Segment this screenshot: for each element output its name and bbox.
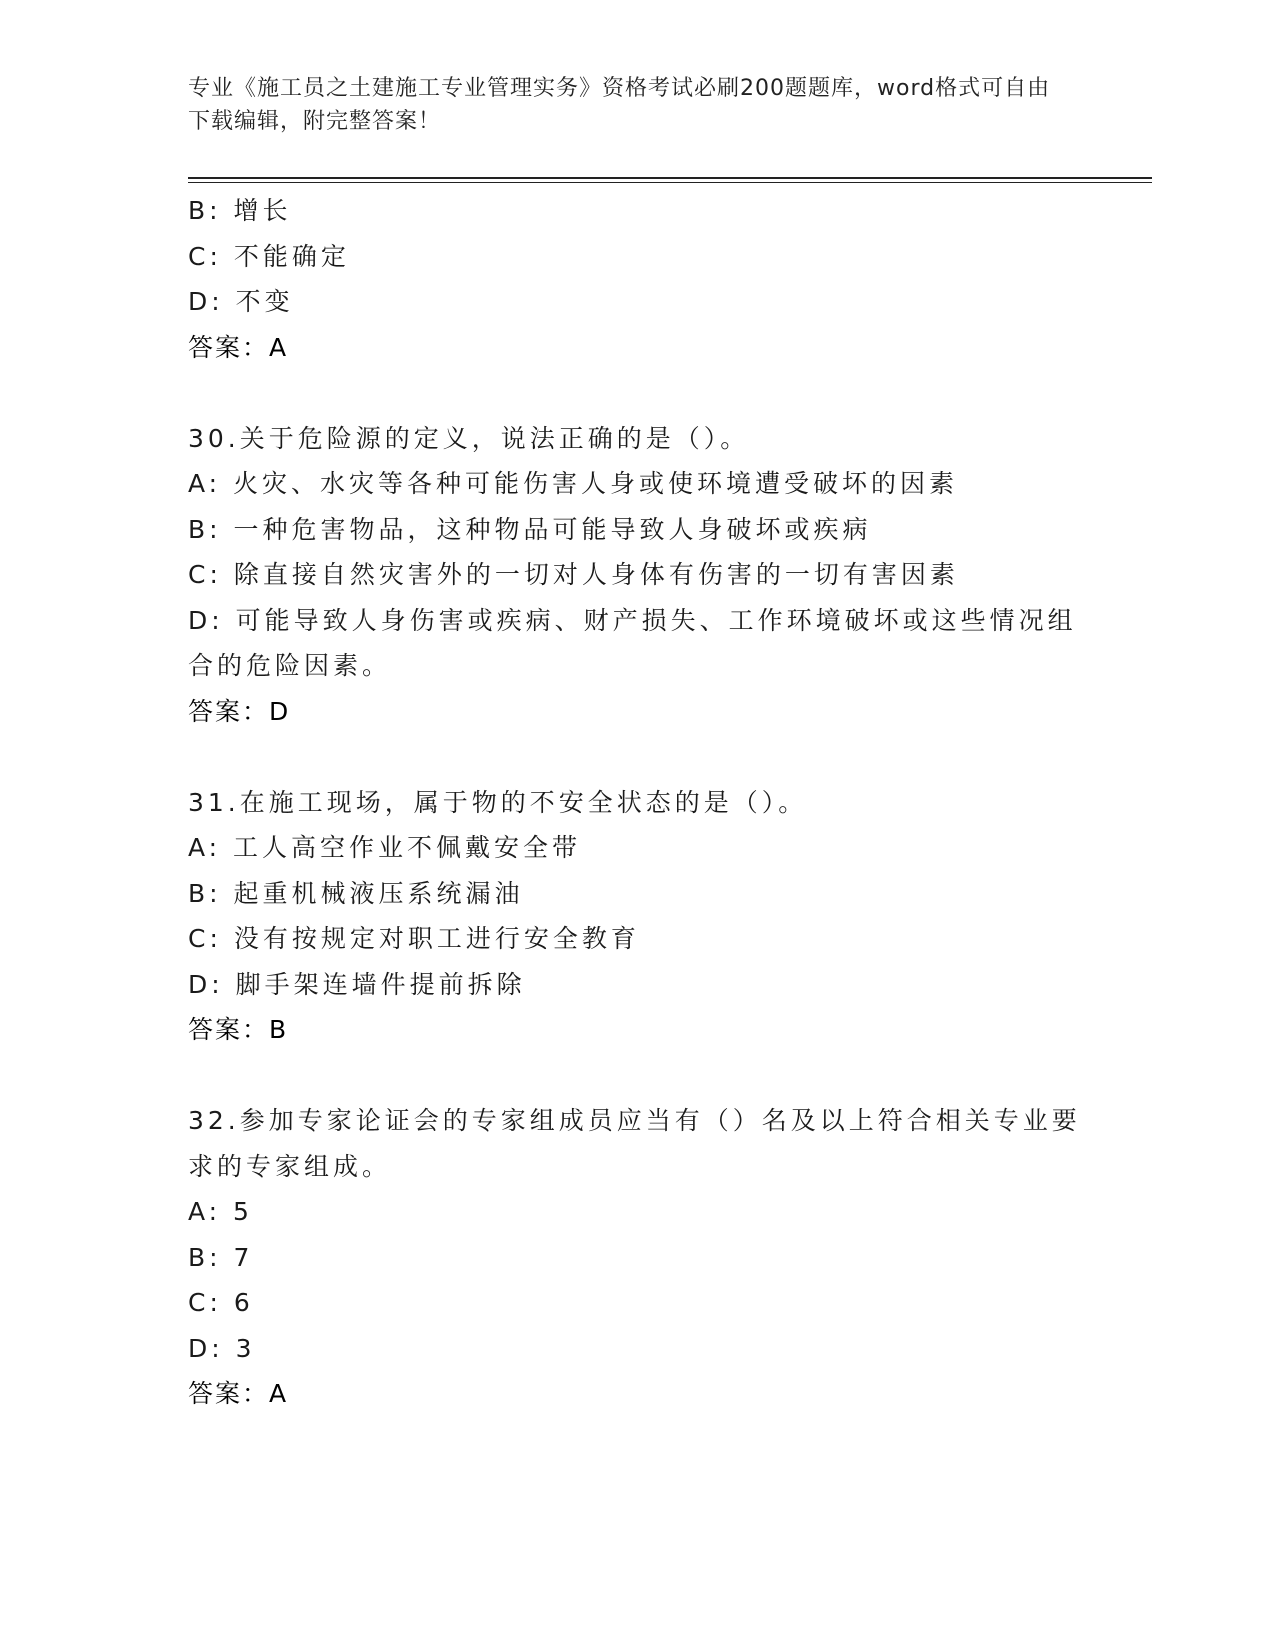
header-divider-thin — [188, 182, 1152, 183]
option-a: A: 工人高空作业不佩戴安全带 — [188, 833, 582, 862]
question-text: 30.关于危险源的定义，说法正确的是（）。 — [188, 423, 750, 453]
answer-line: 答案：B — [188, 1015, 289, 1044]
answer-line: 答案：A — [188, 1379, 289, 1408]
option-b: B: 一种危害物品，这种物品可能导致人身破坏或疾病 — [188, 514, 872, 544]
header-divider-thick — [188, 177, 1152, 179]
question-block-29-tail — [188, 188, 1088, 370]
option-c: C: 不能确定 — [188, 241, 350, 271]
answer-line: 答案：D — [188, 696, 291, 726]
option-d: D: 可能导致人身伤害或疾病、财产损失、工作环境破坏或这些情况组合的危险因素。 — [188, 605, 1077, 680]
option-d: D: 脚手架连墙件提前拆除 — [188, 969, 526, 999]
page-header — [188, 72, 1068, 138]
option-b: B: 增长 — [188, 196, 292, 225]
question-block-31 — [188, 780, 1088, 1053]
answer-line: 答案：A — [188, 332, 289, 362]
option-a: A: 火灾、水灾等各种可能伤害人身或使环境遭受破坏的因素 — [188, 469, 959, 498]
question-block-32 — [188, 1098, 1088, 1417]
option-a: A: 5 — [188, 1197, 253, 1226]
question-text: 32.参加专家论证会的专家组成员应当有（）名及以上符合相关专业要求的专家组成。 — [188, 1106, 1081, 1181]
option-b: B: 起重机械液压系统漏油 — [188, 878, 524, 908]
option-d: D: 不变 — [188, 287, 294, 316]
document-title: 专业《施工员之土建施工专业管理实务》资格考试必刷200题题库，word格式可自由下载编辑，附完整答案！ — [188, 76, 1051, 134]
question-text: 31.在施工现场，属于物的不安全状态的是（）。 — [188, 787, 808, 817]
question-block-30 — [188, 416, 1088, 735]
spacer — [188, 734, 1088, 780]
option-c: C: 没有按规定对职工进行安全教育 — [188, 924, 640, 953]
question-list — [188, 188, 1088, 1417]
spacer — [188, 370, 1088, 416]
option-d: D: 3 — [188, 1333, 256, 1363]
spacer — [188, 1053, 1088, 1099]
option-c: C: 除直接自然灾害外的一切对人身体有伤害的一切有害因素 — [188, 560, 959, 589]
option-b: B: 7 — [188, 1242, 254, 1272]
option-c: C: 6 — [188, 1288, 254, 1317]
